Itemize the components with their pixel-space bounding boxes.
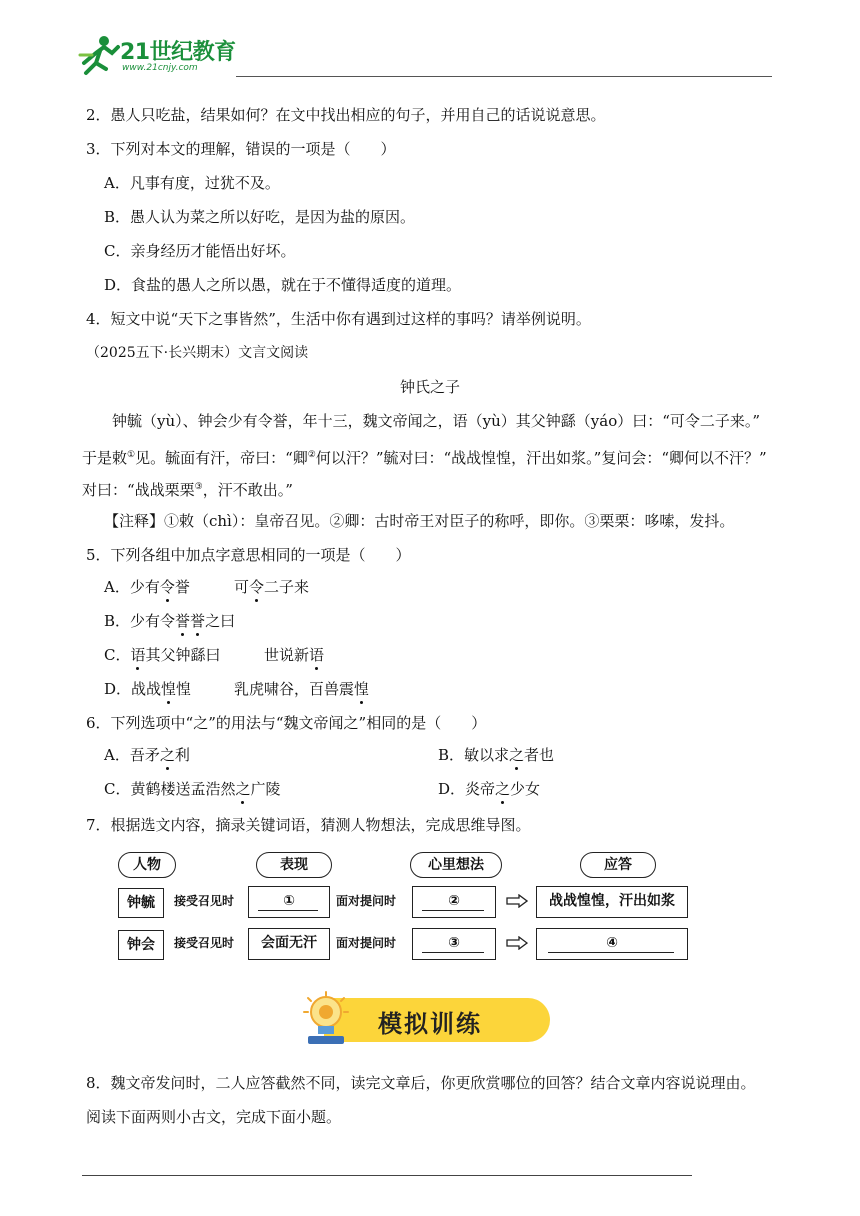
- mindmap-blank-2-line: [422, 910, 484, 911]
- mindmap-label-questioned: 面对提问时: [336, 894, 397, 908]
- mindmap-blank-1: ①: [248, 886, 330, 918]
- question-4: 4．短文中说“天下之事皆然”，生活中你有遇到过这样的事吗？请举例说明。: [86, 310, 591, 328]
- mindmap-blank-3: ③: [412, 928, 496, 960]
- question-5-option-a: A．少有令誉: [104, 578, 190, 596]
- mindmap-header-person: 人物: [118, 852, 176, 878]
- question-6-option-c: C．黄鹤楼送孟浩然之广陵: [104, 780, 281, 798]
- mindmap-blank-1-line: [258, 910, 318, 911]
- passage-line-3: 对曰：“战战栗栗③，汗不敢出。”: [82, 481, 293, 499]
- banner-title: 模拟训练: [378, 1009, 482, 1038]
- footnote-ref-2: ②: [307, 450, 316, 460]
- mindmap-header-behavior: 表现: [256, 852, 332, 878]
- footnote-ref-1: ①: [127, 450, 136, 460]
- passage-line-2: 于是敕①见。毓面有汗，帝曰：“卿②何以汗？”毓对曰：“战战惶惶，汗出如浆。”复问会：“卿何以不汗？”: [82, 449, 767, 467]
- question-3-option-d: D．食盐的愚人之所以愚，就在于不懂得适度的道理。: [104, 276, 462, 294]
- reading-instruction: 阅读下面两则小古文，完成下面小题。: [86, 1108, 342, 1126]
- runner-logo-icon: [78, 33, 122, 77]
- question-6-option-a: A．吾矛之利: [104, 746, 190, 764]
- question-6-option-d: D．炎帝之少女: [438, 780, 541, 798]
- question-5-option-d-second: 乳虎啸谷，百兽震惶: [234, 680, 370, 698]
- passage-line-1: 钟毓（yù）、钟会少有令誉，年十三，魏文帝闻之，语（yù）其父钟繇（yáo）曰：“可令二子来。”: [112, 412, 761, 430]
- question-3-stem: 3．下列对本文的理解，错误的一项是（ ）: [86, 140, 396, 158]
- mindmap-header-thoughts: 心里想法: [410, 852, 502, 878]
- question-6-option-b: B．敏以求之者也: [438, 746, 555, 764]
- mindmap-blank-2: ②: [412, 886, 496, 918]
- arrow-right-icon: [506, 936, 528, 950]
- question-5-option-c: C．语其父钟繇曰: [104, 646, 221, 664]
- footer-divider: [82, 1175, 692, 1176]
- question-3-option-c: C．亲身经历才能悟出好坏。: [104, 242, 296, 260]
- mindmap-blank-4-line: [548, 952, 674, 953]
- mindmap-person-zhonghui: 钟会: [118, 930, 164, 960]
- question-5-option-b: B．少有令誉誉之曰: [104, 612, 236, 630]
- practice-banner: [296, 990, 550, 1050]
- passage-title: 钟氏之子: [399, 378, 460, 396]
- question-5-stem: 5．下列各组中加点字意思相同的一项是（ ）: [86, 546, 411, 564]
- question-7: 7．根据选文内容，摘录关键词语，猜测人物想法，完成思维导图。: [86, 816, 531, 834]
- mindmap-label-summoned: 接受召见时: [174, 894, 235, 908]
- mindmap-behavior-zhonghui: 会面无汗: [248, 928, 330, 960]
- question-3-option-b: B．愚人认为菜之所以好吃，是因为盐的原因。: [104, 208, 416, 226]
- mindmap-blank-3-line: [422, 952, 484, 953]
- mindmap-reply-zhongyu: 战战惶惶，汗出如浆: [536, 886, 688, 918]
- mindmap-person-zhongyu: 钟毓: [118, 888, 164, 918]
- question-8: 8．魏文帝发问时，二人应答截然不同，读完文章后，你更欣赏哪位的回答？结合文章内容说说理由。: [86, 1074, 756, 1092]
- mindmap-label-questioned-2: 面对提问时: [336, 936, 397, 950]
- site-logo: [78, 33, 248, 78]
- question-5-option-d: D．战战惶惶: [104, 680, 192, 698]
- mindmap-blank-4: ④: [536, 928, 688, 960]
- passage-notes: 【注释】①敕（chì）：皇帝召见。②卿：古时帝王对臣子的称呼，即你。③栗栗：哆嗦，发抖。: [104, 512, 735, 530]
- question-5-option-c-second: 世说新语: [264, 646, 325, 664]
- header-divider: [236, 76, 772, 77]
- question-2: 2．愚人只吃盐，结果如何？在文中找出相应的句子，并用自己的话说说意思。: [86, 106, 606, 124]
- footnote-ref-3: ③: [194, 482, 203, 492]
- question-3-option-a: A．凡事有度，过犹不及。: [104, 174, 280, 192]
- logo-text: 21世纪教育: [120, 40, 236, 65]
- mindmap-header-reply: 应答: [580, 852, 656, 878]
- question-6-stem: 6．下列选项中“之”的用法与“魏文帝闻之”相同的是（ ）: [86, 714, 487, 732]
- logo-url: www.21cnjy.com: [122, 63, 198, 73]
- arrow-right-icon: [506, 894, 528, 908]
- mindmap-label-summoned-2: 接受召见时: [174, 936, 235, 950]
- question-5-option-a-second: 可令二子来: [234, 578, 310, 596]
- mind-map: [118, 850, 694, 965]
- lightbulb-icon: [300, 990, 356, 1050]
- section-title: （2025五下·长兴期末）文言文阅读: [86, 345, 309, 361]
